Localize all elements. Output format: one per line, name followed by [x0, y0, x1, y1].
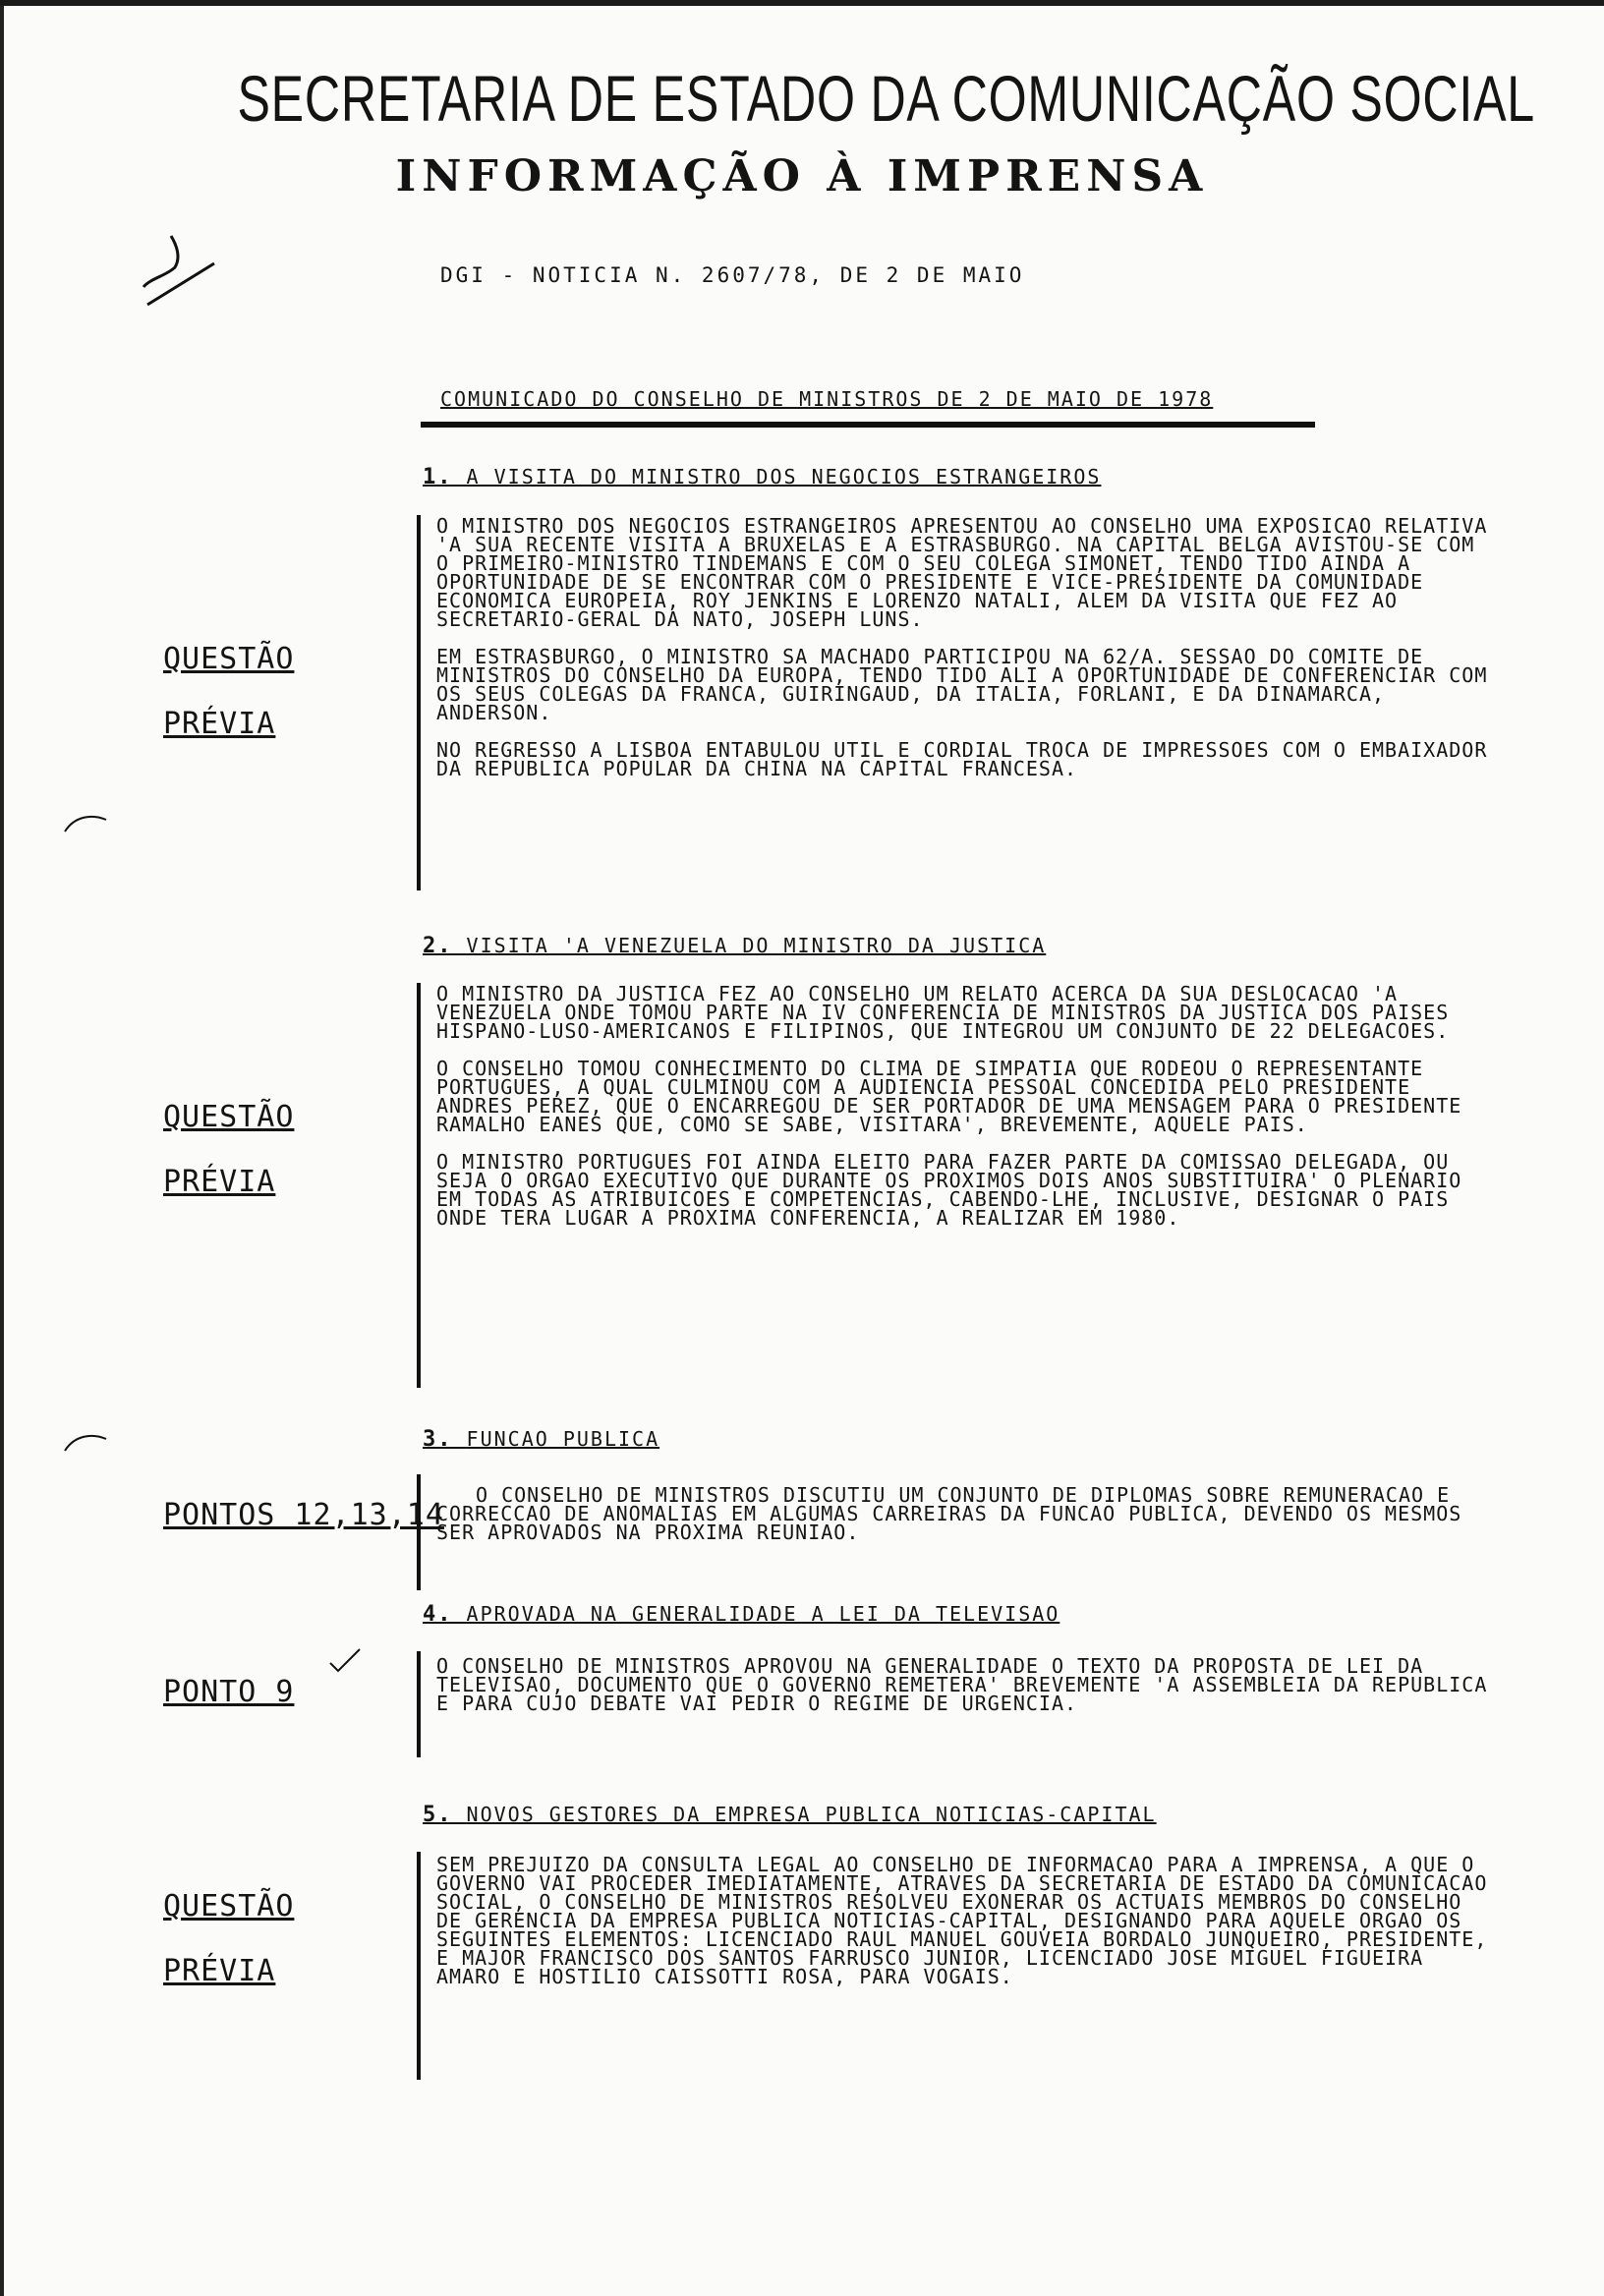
- handwritten-tick-icon: [328, 1647, 362, 1673]
- agency-header: SECRETARIA DE ESTADO DA COMUNICAÇÃO SOCIAL: [237, 62, 1535, 135]
- scan-left-edge: [0, 0, 4, 2296]
- section-paragraph: O MINISTRO DA JUSTICA FEZ AO CONSELHO UM RELATO ACERCA DA SUA DESLOCACAO 'A VENEZUELA ONDE TOMOU PARTE NA IV CONFERENCIA DE MINISTROS DA JUSTICA DOS PAISES HISPANO-LUSO-AMERICANOS E FILIPINOS, QUE INTEGROU UM CONJUNTO DE 22 DELEGACOES.: [436, 982, 1450, 1043]
- section-paragraph: O CONSELHO DE MINISTROS DISCUTIU UM CONJUNTO DE DIPLOMAS SOBRE REMUNERACAO E CORRECCAO DE ANOMALIAS EM ALGUMAS CARREIRAS DA FUNCAO PUBLICA, DEVENDO OS MESMOS SER APROVADOS NA PROXIMA REUNIAO.: [436, 1483, 1462, 1544]
- section-4-title: 4. APROVADA NA GENERALIDADE A LEI DA TELEVISAO: [423, 1602, 1060, 1627]
- section-2-bar: [417, 983, 421, 1388]
- section-5-bar: [417, 1852, 421, 2080]
- notice-reference: DGI - NOTICIA N. 2607/78, DE 2 DE MAIO: [440, 263, 1025, 287]
- section-4-body: [436, 1654, 1498, 1732]
- margin-note-questao: QUESTÃO: [163, 1889, 295, 1923]
- margin-note-pontos: PONTOS 12,13,14: [163, 1498, 444, 1532]
- section-3-bar: [417, 1474, 421, 1590]
- section-2-body: [436, 982, 1498, 1246]
- section-1-title: 1. A VISITA DO MINISTRO DOS NEGOCIOS ESTRANGEIROS: [423, 465, 1102, 489]
- section-4-bar: [417, 1651, 421, 1757]
- title-underline: [421, 422, 1315, 428]
- section-1-body: [436, 514, 1498, 797]
- section-paragraph: EM ESTRASBURGO, O MINISTRO SA MACHADO PARTICIPOU NA 62/A. SESSAO DO COMITE DE MINISTROS DO CONSELHO DA EUROPA, TENDO TIDO ALI A OPORTUNIDADE DE CONFERENCIAR COM OS SEUS COLEGAS DA FRANCA, GUIRINGAUD, DA ITALIA, FORLANI, E DA DINAMARCA, ANDERSON.: [436, 645, 1488, 724]
- margin-note-questao: QUESTÃO: [163, 642, 295, 676]
- margin-note-questao: QUESTÃO: [163, 1100, 295, 1134]
- scan-top-edge: [0, 0, 1604, 6]
- margin-note-previa: PRÉVIA: [163, 1954, 276, 1988]
- press-info-header: INFORMAÇÃO À IMPRENSA: [395, 151, 1209, 201]
- section-3-body: [436, 1483, 1498, 1561]
- margin-note-ponto: PONTO 9: [163, 1675, 295, 1709]
- section-5-body: [436, 1853, 1498, 2005]
- section-2-title: 2. VISITA 'A VENEZUELA DO MINISTRO DA JUSTICA: [423, 934, 1047, 958]
- section-paragraph: O MINISTRO PORTUGUES FOI AINDA ELEITO PARA FAZER PARTE DA COMISSAO DELEGADA, OU SEJA O ORGAO EXECUTIVO QUE DURANTE OS PROXIMOS DOIS ANOS SUBSTITUIRA' O PLENARIO EM TODAS AS ATRIBUICOES E COMPETENCIAS, CABENDO-LHE, INCLUSIVE, DESIGNAR O PAIS ONDE TERA LUGAR A PROXIMA CONFERENCIA, A REALIZAR EM 1980.: [436, 1150, 1462, 1230]
- section-paragraph: NO REGRESSO A LISBOA ENTABULOU UTIL E CORDIAL TROCA DE IMPRESSOES COM O EMBAIXADOR DA REPUBLICA POPULAR DA CHINA NA CAPITAL FRANCESA.: [436, 738, 1488, 780]
- section-1-bar: [417, 515, 421, 890]
- margin-note-previa: PRÉVIA: [163, 1165, 276, 1199]
- section-paragraph: O CONSELHO DE MINISTROS APROVOU NA GENERALIDADE O TEXTO DA PROPOSTA DE LEI DA TELEVISAO, DOCUMENTO QUE O GOVERNO REMETERA' BREVEMENTE 'A ASSEMBLEIA DA REPUBLICA E PARA CUJO DEBATE VAI PEDIR O REGIME DE URGENCIA.: [436, 1654, 1488, 1715]
- section-paragraph: SEM PREJUIZO DA CONSULTA LEGAL AO CONSELHO DE INFORMACAO PARA A IMPRENSA, A QUE O GOVERNO VAI PROCEDER IMEDIATAMENTE, ATRAVES DA SECRETARIA DE ESTADO DA COMUNICACAO SOCIAL, O CONSELHO DE MINISTROS RESOLVEU EXONERAR OS ACTUAIS MEMBROS DO CONSELHO DE GERENCIA DA EMPRESA PUBLICA NOTICIAS-CAPITAL, DESIGNANDO PARA AQUELE ORGAO OS SEGUINTES ELEMENTOS: LICENCIADO RAUL MANUEL GOUVEIA BORDALO JUNQUEIRO, PRESIDENTE, E MAJOR FRANCISCO DOS SANTOS FARRUSCO JUNIOR, LICENCIADO JOSE MIGUEL FIGUEIRA AMARO E HOSTILIO CAISSOTTI ROSA, PARA VOGAIS.: [436, 1853, 1488, 1988]
- section-paragraph: O CONSELHO TOMOU CONHECIMENTO DO CLIMA DE SIMPATIA QUE RODEOU O REPRESENTANTE PORTUGUES, A QUAL CULMINOU COM A AUDIENCIA PESSOAL CONCEDIDA PELO PRESIDENTE ANDRES PEREZ, QUE O ENCARREGOU DE SER PORTADOR DE UMA MENSAGEM PARA O PRESIDENTE RAMALHO EANES QUE, COMO SE SABE, VISITARA', BREVEMENTE, AQUELE PAIS.: [436, 1057, 1462, 1136]
- margin-note-previa: PRÉVIA: [163, 707, 276, 741]
- communique-title: COMUNICADO DO CONSELHO DE MINISTROS DE 2 DE MAIO DE 1978: [440, 387, 1214, 411]
- section-5-title: 5. NOVOS GESTORES DA EMPRESA PUBLICA NOTICIAS-CAPITAL: [423, 1803, 1157, 1827]
- handwritten-mark-icon: [63, 1431, 108, 1453]
- handwritten-mark-icon: [63, 812, 108, 833]
- section-paragraph: O MINISTRO DOS NEGOCIOS ESTRANGEIROS APRESENTOU AO CONSELHO UMA EXPOSICAO RELATIVA 'A SUA RECENTE VISITA A BRUXELAS E A ESTRASBURGO. NA CAPITAL BELGA AVISTOU-SE COM O PRIMEIRO-MINISTRO TINDEMANS E COM O SEU COLEGA SIMONET, TENDO TIDO AINDA A OPORTUNIDADE DE SE ENCONTRAR COM O PRESIDENTE E VICE-PRESIDENTE DA COMUNIDADE ECONOMICA EUROPEIA, ROY JENKINS E LORENZO NATALI, ALEM DA VISITA QUE FEZ AO SECRETARIO-GERAL DA NATO, JOSEPH LUNS.: [436, 514, 1488, 631]
- handwritten-check-icon: [138, 232, 226, 311]
- section-3-title: 3. FUNCAO PUBLICA: [423, 1427, 660, 1452]
